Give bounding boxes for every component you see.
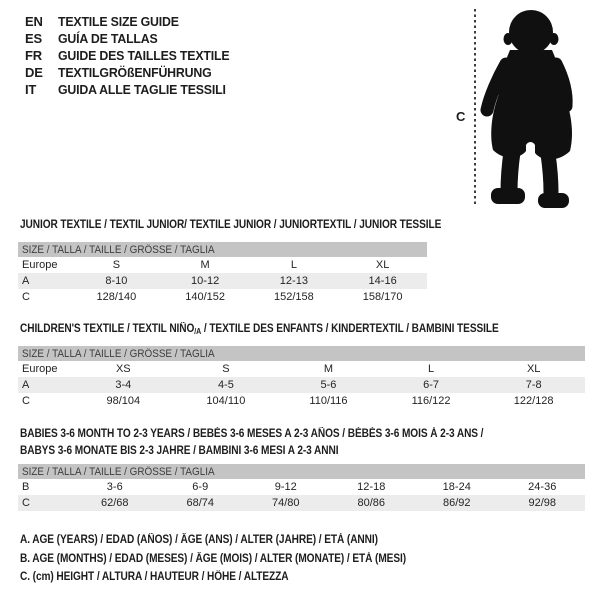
table-cell: XL [526,363,541,375]
table-cell: 12-13 [279,275,308,287]
table-cell: 3-6 [106,481,123,493]
babies-title-line2: BABYS 3-6 MONATE BIS 2-3 JAHRE / BAMBINI 3-6 MESI A 2-3 ANNI [20,445,339,457]
babies-title-line1: BABIES 3-6 MONTH TO 2-3 YEARS / BEBÉS 3-6 MESES A 2-3 AÑOS / BÉBÉS 3-6 MOIS À 2-3 ANS / [20,428,484,440]
table-cell: 18-24 [442,481,471,493]
table-row-europe [18,257,427,273]
table-row-europe [18,361,585,377]
row-label: C [22,395,30,407]
row-label: B [22,481,30,493]
language-code: DE [25,65,43,80]
table-cell: 5-6 [320,379,337,391]
table-cell: 3-4 [115,379,132,391]
table-cell: 86/92 [442,497,471,509]
children-size-table [18,346,585,409]
babies-size-table [18,464,585,511]
table-cell: 62/68 [100,497,129,509]
language-row-it [25,81,238,98]
language-label: TEXTILGRÖßENFÜHRUNG [58,65,212,80]
junior-section-title: JUNIOR TEXTILE / TEXTIL JUNIOR/ TEXTILE JUNIOR / JUNIORTEXTIL / JUNIOR TESSILE [20,219,442,231]
table-cell: XL [375,259,390,271]
footnote-b: B. AGE (MONTHS) / EDAD (MESES) / ÂGE (MOIS) / ALTER (MONATE) / ETÀ (MESI) [20,552,407,565]
table-row-a [18,273,427,289]
table-cell: 6-7 [423,379,440,391]
table-cell: 110/116 [309,395,348,407]
children-title-post: / TEXTILE DES ENFANTS / KINDERTEXTIL / BAMBINI TESSILE [201,323,499,335]
size-header-label: SIZE / TALLA / TAILLE / GRÖSSE / TAGLIA [22,243,215,256]
table-cell: 7-8 [525,379,542,391]
table-cell: 104/110 [206,395,246,407]
language-row-en [25,13,238,30]
language-code: ES [25,31,42,46]
language-row-de [25,64,238,81]
table-row-c [18,289,427,305]
row-label: Europe [22,259,58,271]
row-label: A [22,275,30,287]
height-c-label: C [456,109,466,124]
language-label: TEXTILE SIZE GUIDE [58,14,179,29]
language-label: GUIDA ALLE TAGLIE TESSILI [58,82,226,97]
table-cell: 74/80 [271,497,300,509]
size-header-label: SIZE / TALLA / TAILLE / GRÖSSE / TAGLIA [22,465,215,478]
row-label: A [22,379,30,391]
table-cell: S [222,363,230,375]
height-measure-dashed-line [474,9,476,206]
table-cell: 4-5 [217,379,234,391]
table-cell: 10-12 [191,275,220,287]
table-cell: 140/152 [185,291,225,303]
junior-size-table [18,242,427,305]
table-cell: 92/98 [528,497,557,509]
children-section-title [20,321,499,338]
table-cell: 6-9 [192,481,209,493]
table-cell: 116/122 [411,395,451,407]
table-cell: 24-36 [528,481,557,493]
table-row-a [18,377,585,393]
table-cell: M [200,259,210,271]
language-code: EN [25,14,43,29]
table-cell: 68/74 [186,497,215,509]
language-row-es [25,30,238,47]
table-cell: 98/104 [106,395,141,407]
table-cell: L [290,259,297,271]
footnotes [20,531,459,587]
table-cell: L [428,363,435,375]
footnote-c: C. (cm) HEIGHT / ALTURA / HAUTEUR / HÖHE / ALTEZZA [20,571,289,583]
children-title-pre: CHILDREN'S TEXTILE / TEXTIL NIÑO [20,323,195,335]
table-row-c [18,495,585,511]
footnote-a: A. AGE (YEARS) / EDAD (AÑOS) / ÂGE (ANS) / ALTER (JAHRE) / ETÀ (ANNI) [20,534,378,546]
table-header-bar [18,242,427,257]
language-row-fr [25,47,238,64]
babies-section-title [20,426,483,460]
language-code: IT [25,82,37,97]
row-label: C [22,497,30,509]
table-cell: 128/140 [96,291,137,303]
size-header-label: SIZE / TALLA / TAILLE / GRÖSSE / TAGLIA [22,347,215,360]
table-header-bar [18,346,585,361]
row-label: C [22,291,30,303]
table-cell: 122/128 [513,395,554,407]
table-cell: S [112,259,121,271]
table-cell: 14-16 [368,275,397,287]
language-list [25,13,238,98]
table-cell: 8-10 [105,275,128,287]
table-cell: 152/158 [273,291,314,303]
language-label: GUIDE DES TAILLES TEXTILE [58,48,230,63]
language-code: FR [25,48,42,63]
table-header-bar [18,464,585,479]
table-cell: XS [115,363,131,375]
table-cell: M [323,363,334,375]
children-title-subscript: /A [194,327,202,336]
table-cell: 9-12 [274,481,297,493]
language-label: GUÍA DE TALLAS [58,31,158,46]
table-cell: 12-18 [357,481,386,493]
table-cell: 80/86 [357,497,386,509]
table-cell: 158/170 [362,291,403,303]
row-label: Europe [22,363,58,375]
table-row-c [18,393,585,409]
baby-silhouette [480,8,600,210]
table-row-b [18,479,585,495]
